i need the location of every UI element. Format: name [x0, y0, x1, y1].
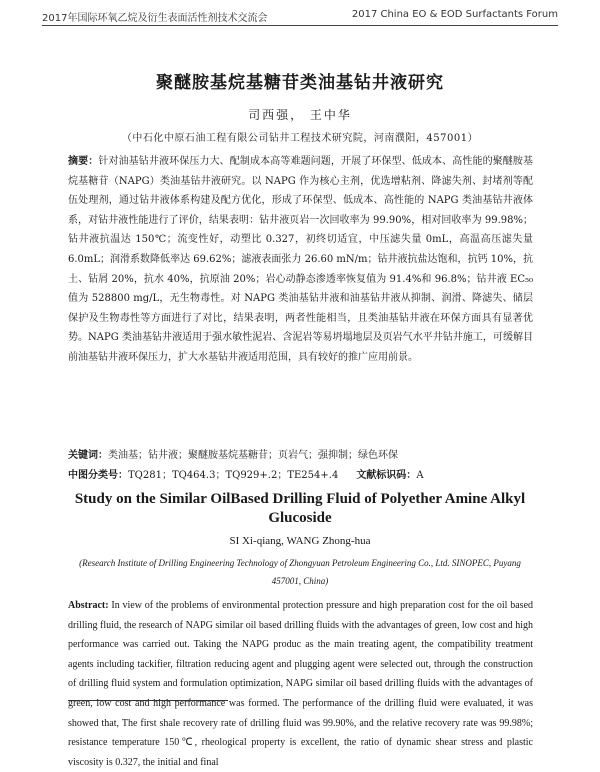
abstract-en-label: Abstract: — [68, 600, 109, 611]
class-number-label: 中图分类号： — [68, 470, 128, 481]
abstract-en — [68, 596, 533, 772]
affiliation-en: (Research Institute of Drilling Engineering Technology of Zhongyuan Petroleum Engineering Co., Ltd. SINOPEC, Puyang 457001, China) — [79, 558, 521, 586]
page-header — [42, 9, 558, 24]
affiliation-cn: （中石化中原石油工程有限公司钻井工程技术研究院，河南濮阳，457001） — [121, 133, 479, 144]
authors-cn: 司西强， 王中华 — [248, 108, 352, 122]
doc-code-label: 文献标识码： — [356, 470, 417, 481]
authors-en: SI Xi-qiang, WANG Zhong-hua — [229, 535, 371, 547]
doc-code-text: A — [416, 470, 424, 481]
keywords-cn — [68, 446, 533, 465]
classification-line — [68, 466, 533, 485]
abstract-cn-text: 针对油基钻井液环保压力大、配制成本高等难题问题，开展了环保型、低成本、高性能的聚醚胺基烷基糖苷（NAPG）类油基钻井液研究。以 NAPG 作为核心主剂，优选增粘剂、降滤失剂、封堵剂等配伍处理剂，通过钻井液体系构建及配方优化，形成了环保型、低成本、高性能的 NAPG 类油基钻井液体系，对钻井液性能进行了评价，结果表明：钻井液页岩一次回收率为 99.90%，相对回收率为 99.98%；钻井液抗温达 150℃；流变性好，动塑比 0.327，初终切适宜，中压滤失量 0mL，高温高压滤失量 6.0mL；润滑系数降低率达 69.62%；滤液表面张力 26.60 mN/m；钻井液抗盐达饱和，抗钙 10%，抗土、钻屑 20%，抗水 40%，抗原油 20%；岩心动静态渗透率恢复值为 91.4%和 96.8%；钻井液 EC₅₀值为 528800 mg/L，无生物毒性。对 NAPG 类油基钻井液和油基钻井液从抑制、润滑、降滤失、储层保护及生物毒性等方面进行了对比，结果表明，两者性能相当，且类油基钻井液在环保方面具有显著优势。NAPG 类油基钻井液适用于强水敏性泥岩、含泥岩等易坍塌地层及页岩气水平井钻井施工，可缓解目前油基钻井液环保压力，扩大水基钻井液适用范围，具有较好的推广应用前景。 — [68, 156, 534, 363]
header-conference-en: 2017 China EO & EOD Surfactants Forum — [351, 9, 558, 20]
footnote-rule — [68, 700, 228, 701]
header-rule — [42, 25, 558, 26]
keywords-cn-label: 关键词： — [68, 450, 108, 461]
paper-title-en: Study on the Similar OilBased Drilling Fluid of Polyether Amine Alkyl Glucoside — [74, 491, 526, 526]
header-conference-cn: 2017年国际环氧乙烷及衍生表面活性剂技术交流会 — [42, 13, 268, 24]
abstract-cn-label: 摘要： — [68, 156, 99, 167]
abstract-en-text: In view of the problems of environmental protection pressure and high preparation cost for the oil based drilling fluid, the research of NAPG similar oil based drilling fluids with the advantages of green, low cost and high performance was carried out. Taking the NAPG produc as the main treating agent, the compatibility treatment agents including tackifier, filtration reducing agent and plugging agent were selected out, through the construction of drilling fluid system and formulation optimization, NAPG similar oil based drilling fluids with the advantages of green, low cost and high performance was formed. The performance of the drilling fluid were evaluated, it was showed that, The first shale recovery rate of drilling fluid was 99.90%, and the relative recovery rate was 99.98%; resistance temperature 150℃, rheological property is excellent, the ratio of dynamic shear stress and plastic viscosity is 0.327, the initial and final — [68, 600, 534, 768]
paper-title-cn: 聚醚胺基烷基糖苷类油基钻井液研究 — [156, 73, 444, 93]
class-number-text: TQ281；TQ464.3；TQ929+.2；TE254+.4 — [128, 470, 339, 481]
abstract-cn — [68, 152, 533, 368]
keywords-cn-text: 类油基；钻井液；聚醚胺基烷基糖苷；页岩气；强抑制；绿色环保 — [108, 450, 398, 461]
